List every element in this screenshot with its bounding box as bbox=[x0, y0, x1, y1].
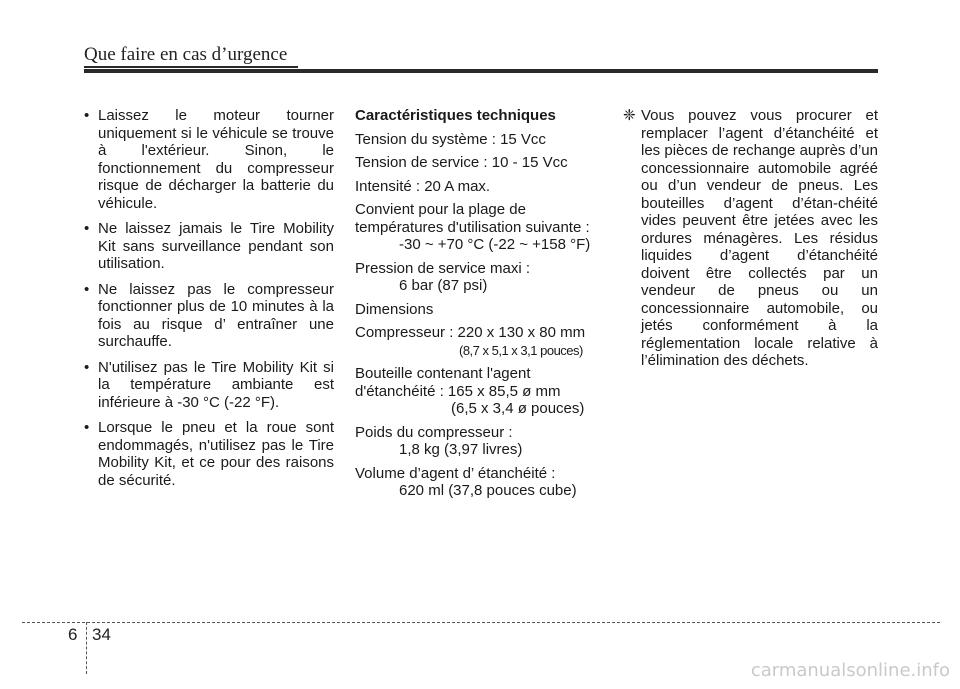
specs-heading: Caractéristiques techniques bbox=[355, 107, 556, 124]
bullet-icon: • bbox=[84, 107, 90, 124]
spec-compressor-weight: Poids du compresseur : 1,8 kg (3,97 livres) bbox=[355, 423, 523, 458]
spec-temperature: Convient pour la plage de températures d'utilisation suivante : -30 ~ +70 °C (-22 ~ +158 °F) bbox=[355, 201, 591, 253]
spec-compressor-size: Compresseur : 220 x 130 x 80 mm (8,7 x 5,1 x 3,1 pouces) bbox=[355, 324, 586, 358]
bullet-icon: • bbox=[84, 220, 90, 237]
spec-system-voltage: Tension du système : 15 Vcc bbox=[355, 130, 546, 148]
note-paragraph bbox=[623, 107, 878, 370]
page-header-title: Que faire en cas d’urgence bbox=[84, 44, 288, 65]
spec-sealant-volume: Volume d’agent d’ étanchéité : 620 ml (37,8 pouces cube) bbox=[355, 464, 577, 499]
note-column bbox=[623, 107, 878, 370]
list-item: • Lorsque le pneu et la roue sont endommagés, n'utilisez pas le Tire Mobility Kit, et ce pour des raisons de sécurité. bbox=[84, 419, 334, 489]
warnings-column bbox=[84, 107, 334, 497]
spec-bottle-size: Bouteille contenant l'agent d'étanchéité : 165 x 85,5 ø mm (6,5 x 3,4 ø pouces) bbox=[355, 365, 585, 417]
spec-current: Intensité : 20 A max. bbox=[355, 177, 491, 195]
list-item: • Ne laissez jamais le Tire Mobility Kit sans surveillance pendant son utilisation. bbox=[84, 220, 334, 272]
footer-divider bbox=[86, 622, 87, 674]
specifications-column bbox=[355, 107, 608, 506]
spec-dimensions-label: Dimensions bbox=[355, 300, 434, 318]
header-rule-accent bbox=[84, 66, 298, 68]
watermark: carmanualsonline.info bbox=[750, 660, 950, 681]
footer-rule bbox=[22, 622, 940, 623]
list-item: • N'utilisez pas le Tire Mobility Kit si la température ambiante est inférieure à -30 °C (-22 °F). bbox=[84, 358, 334, 411]
header-rule bbox=[84, 69, 878, 73]
bullet-icon: • bbox=[84, 280, 90, 298]
page-number: 34 bbox=[92, 625, 111, 644]
list-item: • Ne laissez pas le compresseur fonctionner plus de 10 minutes à la fois au risque d’ entraîner une surchauffe. bbox=[84, 280, 334, 350]
bullet-icon: • bbox=[84, 358, 90, 376]
note-asterism-icon: ❈ bbox=[623, 107, 636, 124]
list-item: • Laissez le moteur tourner uniquement si le véhicule se trouve à l'extérieur. Sinon, le fonctionnement du compresseur risque de décharger la batterie du véhicule. bbox=[84, 107, 334, 212]
chapter-number: 6 bbox=[68, 625, 78, 644]
note-text: Vous pouvez vous procurer et remplacer l’agent d’étanchéité et les pièces de rechange auprès d’un concessionnaire automobile agréé ou d’un vendeur de pneus. Les bouteilles d’agent d’étan-chéité vides peuvent être jetées avec les ordures ménagères. Les résidus liquides d’agent d’étanchéité doivent être collectés par un vendeur de pneus ou un concessionnaire automobile, ou jetés conformément à la réglementation locale relative à l’élimination des déchets. bbox=[641, 107, 878, 369]
spec-pressure: Pression de service maxi : 6 bar (87 psi) bbox=[355, 259, 531, 294]
spec-operating-voltage: Tension de service : 10 - 15 Vcc bbox=[355, 154, 568, 171]
bullet-icon: • bbox=[84, 419, 90, 436]
